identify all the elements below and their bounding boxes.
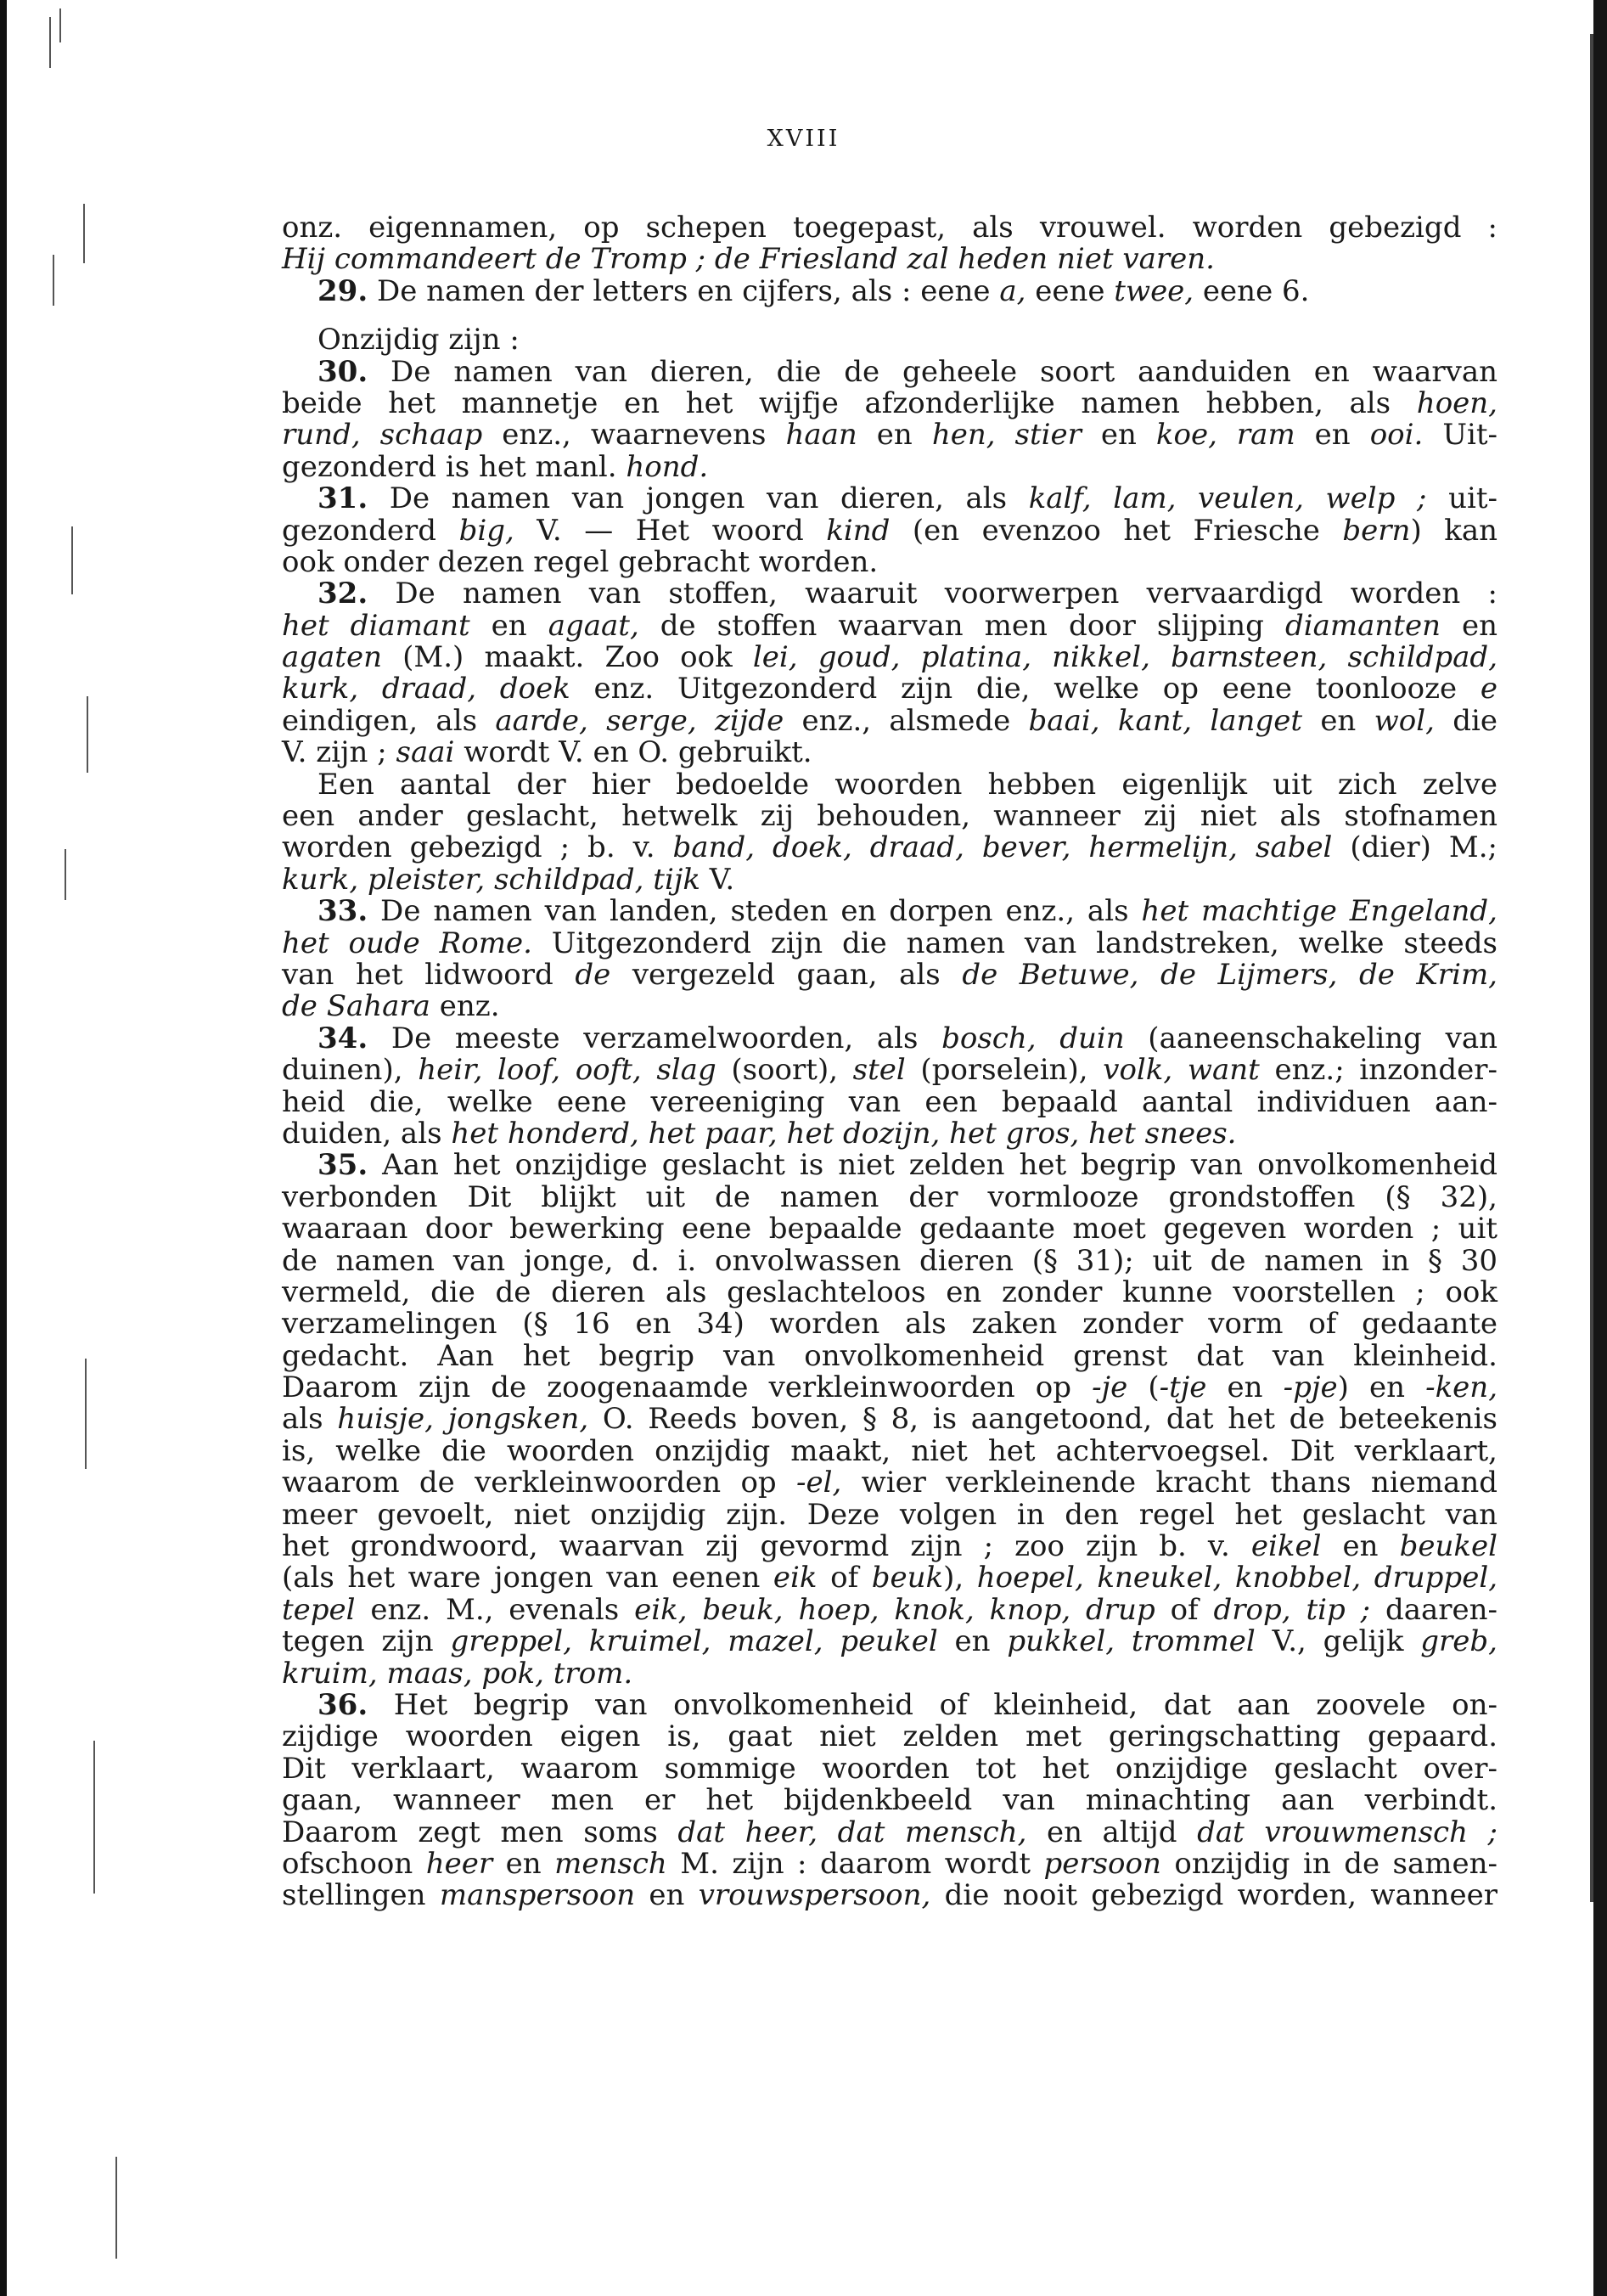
text-run: dat heer, dat mensch, [677,1815,1027,1849]
scan-edge-left [0,0,7,2296]
text-run: meer gevoelt, niet onzijdig zijn. Deze volgen in den regel het geslacht van [282,1497,1497,1532]
text-line [282,515,1497,547]
text-run: beide het mannetje en het wijfje afzonderlijke namen hebben, als [282,385,1417,420]
text-run: hoepel, kneukel, knobbel, druppel, [976,1561,1497,1595]
text-run: gezonderd [282,513,459,548]
text-run: gedacht. Aan het begrip van onvolkomenheid grenst dat van kleinheid. [282,1338,1497,1373]
text-run: en [1440,608,1497,643]
text-run: band, doek, draad, bever, hermelijn, sabel [672,830,1333,865]
text-run: heer [425,1846,493,1881]
text-run: enz. M., evenals [355,1592,635,1627]
text-run: en [1206,1370,1284,1405]
text-run: waaraan door bewerking eene bepaalde gedaante moet gegeven worden ; uit [282,1212,1497,1246]
text-line [282,578,1497,610]
text-run: worden gebezigd ; b. v. [282,830,673,865]
text-run: ) kan [1410,513,1497,548]
text-line [282,273,1497,308]
text-run: kruim, maas, pok, trom. [282,1656,633,1691]
text-run: uit- [1426,481,1497,516]
text-run: twee, [1114,273,1194,308]
text-run: (soort), [716,1053,853,1088]
text-run: de stoffen waarvan men door slijping [638,608,1285,643]
scan-edge-right-shadow [1590,34,1593,1902]
text-line [282,1785,1497,1816]
text-line [282,991,1497,1022]
text-line [282,1592,1498,1627]
text-run: manspersoon [439,1878,636,1913]
text-run: diamanten [1284,608,1441,643]
text-run: daaren- [1370,1592,1498,1627]
text-run: beuk [871,1561,944,1595]
text-run: tepel [282,1592,356,1627]
text-run: als [282,1402,338,1437]
text-run: kind [826,513,891,548]
text-run: rund, schaap [282,418,483,453]
text-run: hoen, [1416,385,1497,420]
text-run: Daarom zegt men soms [282,1815,678,1849]
text-run: bosch, duin [941,1021,1125,1055]
text-run: duiden, als [282,1116,452,1151]
text-run: agaat, [548,608,639,643]
text-run: enz., waarnevens [482,418,786,453]
text-line [282,1338,1497,1373]
text-line [282,1467,1497,1499]
text-line [282,832,1497,864]
text-run: (en evenzoo het Friesche [890,513,1343,548]
text-run: eik [773,1561,818,1595]
text-run: (M.) maakt. Zoo ook [382,640,753,675]
text-line [282,608,1497,643]
text-line [282,1243,1497,1278]
text-run: aarde, serge, zijde [495,703,784,738]
text-run: en [492,1846,555,1881]
text-line [282,1404,1497,1435]
text-line [282,1562,1497,1594]
text-run: een ander geslacht, hetwelk zij behouden, wanneer zij niet als stofnamen [282,799,1497,834]
text-run: Het begrip van onvolkomenheid of kleinheid, dat aan zoovele on- [368,1687,1497,1722]
text-run: saai [396,735,455,770]
text-run: die nooit gebezigd worden, wanneer [930,1878,1498,1913]
text-line [282,1531,1497,1562]
text-run: ) en [1337,1370,1426,1405]
text-run: bern [1342,513,1411,548]
text-run: stel [852,1053,906,1088]
text-run: het diamant [282,608,470,643]
text-line [282,703,1497,738]
text-line [282,324,1497,356]
text-run: O. Reeds boven, § 8, is aangetoond, dat het de beteekenis [588,1402,1497,1437]
text-line [282,1118,1497,1150]
text-run: Onzijdig zijn : [317,323,520,357]
text-run: duinen), [282,1053,419,1088]
text-run: V. zijn ; [282,735,396,770]
text-run: hond. [626,449,709,484]
text-run: big, [458,513,514,548]
section-number: 33. [317,894,368,929]
text-run: eene 6. [1194,273,1310,308]
text-run: Uit- [1423,418,1498,453]
text-run: vrouwspersoon, [698,1878,931,1913]
text-line [282,1433,1497,1468]
text-run: wol, [1374,703,1435,738]
text-line [282,864,1497,896]
text-run: het oude Rome. [282,926,532,960]
text-run: -tje [1159,1370,1207,1405]
text-run: huisje, jongsken, [337,1402,589,1437]
text-run: enz., alsmede [784,703,1029,738]
text-run: De namen der letters en cijfers, als : eene [368,273,1000,308]
text-run: persoon [1043,1846,1161,1881]
text-run: het honderd, het paar, het dozijn, het gros, het snees. [451,1116,1237,1151]
text-line [282,737,1497,768]
text-line [282,1817,1497,1849]
text-line [282,1055,1497,1086]
text-run: kurk, draad, doek [282,672,570,706]
text-line [282,1880,1497,1911]
text-run: e [1480,672,1497,706]
text-run: De namen van dieren, die de geheele soort aanduiden en waarvan [368,354,1497,389]
text-run: verbonden Dit blijkt uit de namen der vormlooze grondstoffen (§ 32), [282,1179,1497,1214]
text-run: en [1081,418,1156,453]
text-line [282,959,1497,991]
text-line [282,483,1497,515]
text-run: is, welke die woorden onzijdig maakt, niet het achtervoegsel. Dit verklaart, [282,1433,1497,1468]
text-run: en [1295,418,1370,453]
text-run: (porselein), [905,1053,1104,1088]
text-run: Uitgezonderd zijn die namen van landstreken, welke steeds [531,926,1497,960]
text-run: wordt V. en O. gebruikt. [454,735,812,770]
text-run: en [937,1624,1008,1659]
text-run: (aaneenschakeling van [1124,1021,1497,1055]
text-line [282,1687,1497,1722]
text-line [282,244,1497,275]
text-line [282,544,1497,579]
text-run: en [469,608,548,643]
text-run: de Sahara [282,989,430,1024]
section-number: 29. [317,273,368,308]
section-number: 32. [317,577,368,611]
text-run: V. — Het woord [514,513,827,548]
text-run: eikel [1250,1529,1322,1564]
text-line [282,1277,1497,1308]
text-line [282,1753,1497,1785]
text-run: ( [1127,1370,1160,1405]
text-line [282,354,1497,389]
text-line [282,1023,1497,1055]
text-run: en [635,1878,699,1913]
text-run: dat vrouwmensch ; [1197,1815,1497,1849]
text-line [282,1721,1497,1753]
text-run: verzamelingen (§ 16 en 34) worden als zaken zonder vorm of gedaante [282,1307,1497,1342]
text-run: Hij commandeert de Tromp ; de Friesland zal heden niet varen. [282,242,1215,277]
text-line [282,896,1497,927]
text-run: stellingen [282,1878,440,1913]
body-text [282,212,1497,1912]
text-run: enz. Uitgezonderd zijn die, welke op eene toonlooze [570,672,1481,706]
text-run: enz.; inzonder- [1259,1053,1497,1088]
text-line [282,1084,1497,1119]
text-line [282,1179,1497,1214]
text-run: haan [785,418,857,453]
text-run: eik, beuk, hoep, knok, knop, drup [634,1592,1155,1627]
text-line [282,1372,1497,1404]
text-run: pukkel, trommel [1007,1624,1256,1659]
text-run: kurk, pleister, schildpad, tijk [282,862,700,897]
text-run: het machtige Engeland, [1141,894,1497,929]
text-run: De meeste verzamelwoorden, als [368,1021,942,1055]
text-run: en [1321,1529,1400,1564]
text-run: en altijd [1026,1815,1198,1849]
text-line [282,642,1497,673]
text-run: kalf, lam, veulen, welp ; [1028,481,1427,516]
text-run: tegen zijn [282,1624,451,1659]
section-number: 30. [317,354,368,389]
page-number: XVIII [767,126,840,152]
text-run: mensch [554,1846,667,1881]
text-line [282,449,1497,484]
text-run: (dier) M.; [1332,830,1497,865]
text-run: gaan, wanneer men er het bijdenkbeeld van minachting aan verbindt. [282,1783,1497,1818]
text-run: koe, ram [1155,418,1295,453]
text-run: onz. eigennamen, op schepen toegepast, als vrouwel. worden gebezigd : [282,211,1497,245]
text-line [282,1626,1497,1657]
text-run: a, [999,273,1026,308]
text-run: drop, tip ; [1213,1592,1371,1627]
text-run: (als het ware jongen van eenen [282,1561,773,1595]
text-run: eene [1025,273,1115,308]
text-run: -pje [1283,1370,1338,1405]
scan-specks [34,0,161,2296]
text-line [282,212,1497,244]
text-line [282,1308,1497,1340]
text-line [282,1658,1497,1690]
section-number: 34. [317,1021,368,1055]
text-run: -ken, [1425,1370,1497,1405]
text-run: Dit verklaart, waarom sommige woorden tot het onzijdige geslacht over- [282,1751,1497,1786]
text-run: Een aantal der hier bedoelde woorden hebben eigenlijk uit zich zelve [317,767,1497,802]
text-run: waarom de verkleinwoorden op [282,1466,796,1500]
text-run: heid die, welke eene vereeniging van een bepaald aantal individuen aan- [282,1084,1497,1119]
text-run: V. [700,862,735,897]
text-line [282,385,1497,420]
text-line [282,769,1497,801]
text-run: die [1434,703,1497,738]
text-run: M. zijn : daarom wordt [666,1846,1044,1881]
text-run: de namen van jonge, d. i. onvolwassen dieren (§ 31); uit de namen in § 30 [282,1243,1497,1278]
text-run: de Betuwe, de Lijmers, de Krim, [962,957,1497,992]
text-run: beukel [1399,1529,1497,1564]
text-run: wier verkleinende kracht thans niemand [841,1466,1497,1500]
text-run: en [1302,703,1374,738]
text-run: De namen van landen, steden en dorpen enz., als [368,894,1142,929]
text-run: De namen van stoffen, waaruit voorwerpen vervaardigd worden : [368,577,1497,611]
text-run: ), [943,1561,977,1595]
text-line [282,1150,1497,1181]
section-number: 36. [317,1687,368,1722]
text-run: hen, stier [931,418,1082,453]
text-line [282,1846,1498,1881]
text-run: zijdige woorden eigen is, gaat niet zelden met geringschatting gepaard. [282,1719,1497,1754]
section-number: 31. [317,481,368,516]
text-run: ooi. [1369,418,1424,453]
text-run: onzijdig in de samen- [1160,1846,1498,1881]
text-run: vergezeld gaan, als [610,957,963,992]
text-run: greppel, kruimel, mazel, peukel [450,1624,938,1659]
text-run: het grondwoord, waarvan zij gevormd zijn ; zoo zijn b. v. [282,1529,1251,1564]
text-run: agaten [282,640,382,675]
text-run: Daarom zijn de zoogenaamde verkleinwoorden op [282,1370,1093,1405]
text-run: en [857,418,932,453]
text-run: vermeld, die de dieren als geslachteloos en zonder kunne voorstellen ; ook [282,1275,1497,1309]
section-number: 35. [317,1148,368,1183]
scan-edge-right [1593,0,1607,2296]
text-run: of [1155,1592,1214,1627]
text-line [282,1497,1497,1532]
text-line [282,928,1497,959]
text-run: -je [1092,1370,1128,1405]
text-run: V., gelijk [1255,1624,1421,1659]
text-run: heir, loof, ooft, slag [418,1053,716,1088]
text-run: ofschoon [282,1846,426,1881]
text-run: volk, want [1103,1053,1260,1088]
text-run: of [817,1561,872,1595]
text-run: lei, goud, platina, nikkel, barnsteen, schildpad, [752,640,1497,675]
text-run: van het lidwoord [282,957,576,992]
text-run: gezonderd is het manl. [282,449,627,484]
text-line [282,419,1497,451]
text-run: enz. [430,989,500,1024]
text-run: eindigen, als [282,703,496,738]
text-line [282,1213,1497,1245]
text-run: de [575,957,611,992]
text-run: De namen van jongen van dieren, als [368,481,1029,516]
text-line [282,673,1497,705]
text-run: greb, [1420,1624,1497,1659]
text-run: baai, kant, langet [1028,703,1302,738]
text-run: ook onder dezen regel gebracht worden. [282,544,879,579]
text-run: -el, [795,1466,842,1500]
text-run: Aan het onzijdige geslacht is niet zelden het begrip van onvolkomenheid [368,1148,1497,1183]
text-line [282,801,1497,832]
